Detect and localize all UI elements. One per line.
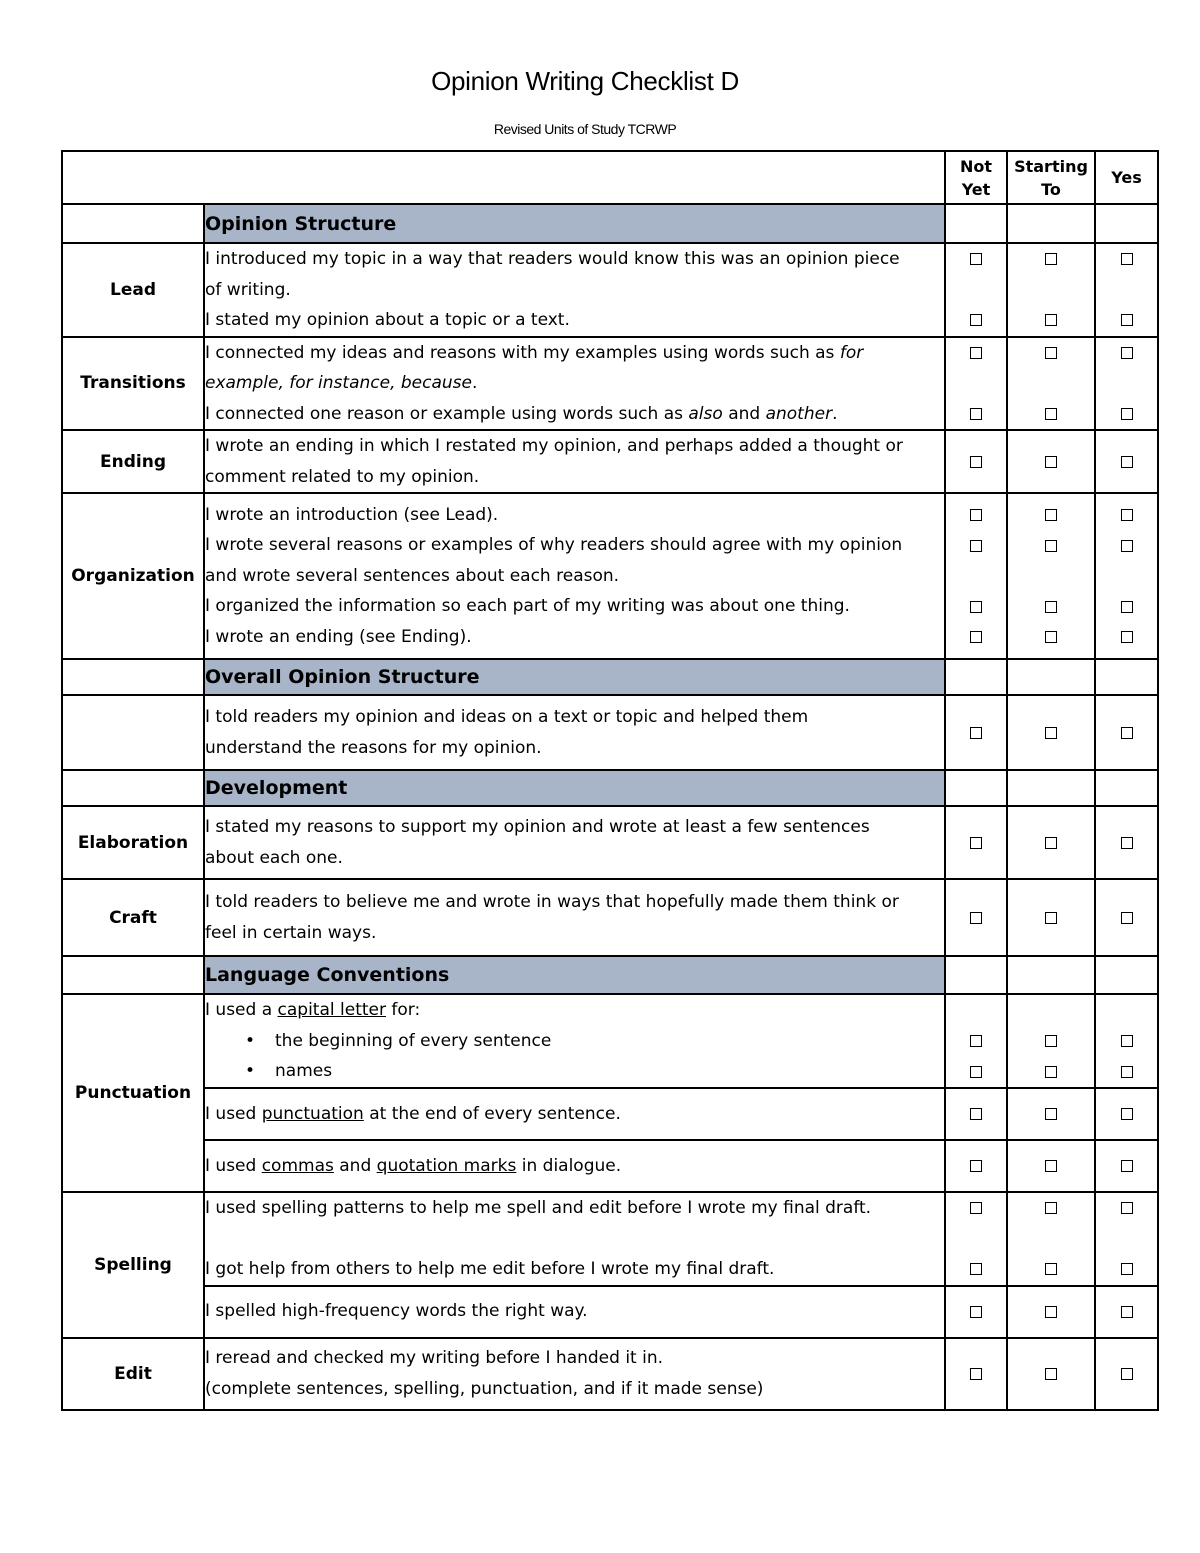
criteria-line: I spelled high-frequency words the right way.: [205, 1301, 588, 1322]
section-heading: Overall Opinion Structure: [204, 659, 945, 695]
checkbox-yes[interactable]: [1096, 1296, 1157, 1327]
section-row-overall-opinion-structure: [62, 659, 1158, 695]
checkbox-not-yet[interactable]: [946, 1193, 1006, 1224]
checkbox-yes[interactable]: [1096, 1151, 1157, 1182]
checkbox-not-yet[interactable]: [946, 1026, 1006, 1057]
checkbox-starting-to[interactable]: [1008, 1254, 1094, 1285]
checkbox-not-yet[interactable]: [946, 717, 1006, 748]
criteria-line: I told readers my opinion and ideas on a text or topic and helped them: [205, 707, 809, 727]
checkbox-starting-to[interactable]: [1008, 902, 1094, 933]
category-label: Craft: [62, 879, 204, 956]
row-overall: [62, 695, 1158, 770]
category-label: Ending: [62, 430, 204, 493]
row-punctuation-end: [62, 1088, 1158, 1140]
checkbox-yes[interactable]: [1096, 1358, 1157, 1389]
category-label: Punctuation: [62, 994, 204, 1192]
bullet-item: • the beginning of every sentence: [205, 1026, 944, 1057]
checkbox-yes[interactable]: [1096, 399, 1157, 430]
checkbox-yes[interactable]: [1096, 305, 1157, 336]
checkbox-not-yet[interactable]: [946, 1358, 1006, 1389]
checkbox-yes[interactable]: [1096, 591, 1157, 622]
criteria-line: about each one.: [205, 847, 343, 868]
criteria-line: feel in certain ways.: [205, 922, 377, 943]
checkbox-not-yet[interactable]: [946, 622, 1006, 653]
criteria-text: [204, 695, 945, 770]
row-punctuation-capitals: [62, 994, 1158, 1088]
checkbox-yes[interactable]: [1096, 244, 1157, 275]
row-spelling-patterns: [62, 1192, 1158, 1286]
criteria-line: I connected my ideas and reasons with my examples using words such as for: [205, 342, 864, 363]
checkbox-yes[interactable]: [1096, 622, 1157, 653]
criteria-text: [204, 430, 945, 493]
row-transitions: [62, 337, 1158, 431]
criteria-line: comment related to my opinion.: [205, 466, 480, 487]
checkbox-yes[interactable]: [1096, 446, 1157, 477]
criteria-line: (complete sentences, spelling, punctuation, and if it made sense): [205, 1378, 764, 1399]
checkbox-starting-to[interactable]: [1008, 717, 1094, 748]
checkbox-not-yet[interactable]: [946, 500, 1006, 531]
column-header-yes: Yes: [1095, 151, 1158, 204]
criteria-line: understand the reasons for my opinion.: [205, 737, 542, 758]
section-row-development: [62, 770, 1158, 806]
checkbox-not-yet[interactable]: [946, 1056, 1006, 1087]
category-label: Organization: [62, 493, 204, 659]
row-punctuation-dialogue: [62, 1140, 1158, 1192]
checkbox-starting-to[interactable]: [1008, 338, 1094, 369]
row-lead: [62, 243, 1158, 337]
criteria-line: I used punctuation at the end of every sentence.: [205, 1103, 621, 1124]
checkbox-starting-to[interactable]: [1008, 1358, 1094, 1389]
checkbox-not-yet[interactable]: [946, 446, 1006, 477]
row-organization: [62, 493, 1158, 659]
checkbox-starting-to[interactable]: [1008, 446, 1094, 477]
checkbox-not-yet[interactable]: [946, 1296, 1006, 1327]
column-header-starting-to: Starting To: [1007, 151, 1095, 204]
criteria-line: I wrote an introduction (see Lead).: [205, 504, 499, 525]
section-heading: Development: [204, 770, 945, 806]
checkbox-not-yet[interactable]: [946, 1254, 1006, 1285]
criteria-line: I introduced my topic in a way that readers would know this was an opinion piece: [205, 249, 900, 269]
category-label: Transitions: [62, 337, 204, 431]
checkbox-not-yet[interactable]: [946, 338, 1006, 369]
section-row-language-conventions: [62, 956, 1158, 994]
checkbox-starting-to[interactable]: [1008, 827, 1094, 858]
criteria-text: [204, 1140, 945, 1192]
section-heading: Language Conventions: [204, 956, 945, 994]
criteria-text: [204, 1192, 945, 1286]
category-label: Elaboration: [62, 806, 204, 879]
criteria-text: [204, 243, 945, 337]
checkbox-yes[interactable]: [1096, 1026, 1157, 1057]
criteria-line: I used spelling patterns to help me spell and edit before I wrote my final draft.: [205, 1198, 872, 1218]
criteria-text: [204, 1286, 945, 1338]
row-elaboration: [62, 806, 1158, 879]
checkbox-starting-to[interactable]: [1008, 1193, 1094, 1224]
checkbox-yes[interactable]: [1096, 1056, 1157, 1087]
criteria-line: I used commas and quotation marks in dialogue.: [205, 1155, 622, 1176]
checkbox-starting-to[interactable]: [1008, 530, 1094, 561]
criteria-line: I stated my opinion about a topic or a text.: [205, 310, 570, 330]
checkbox-starting-to[interactable]: [1008, 591, 1094, 622]
criteria-text: [204, 493, 945, 659]
checklist-table: [61, 150, 1159, 1411]
criteria-line: I wrote several reasons or examples of why readers should agree with my opinion: [205, 535, 903, 556]
criteria-text: [204, 806, 945, 879]
checkbox-yes[interactable]: [1096, 500, 1157, 531]
checkbox-not-yet[interactable]: [946, 305, 1006, 336]
criteria-line: I reread and checked my writing before I handed it in.: [205, 1348, 664, 1368]
section-row-opinion-structure: [62, 204, 1158, 243]
checkbox-starting-to[interactable]: [1008, 622, 1094, 653]
checkbox-starting-to[interactable]: [1008, 1026, 1094, 1057]
checkbox-not-yet[interactable]: [946, 1099, 1006, 1130]
category-label: Lead: [62, 243, 204, 337]
checkbox-starting-to[interactable]: [1008, 244, 1094, 275]
header-row: [62, 151, 1158, 204]
criteria-line: and wrote several sentences about each reason.: [205, 565, 620, 586]
checkbox-not-yet[interactable]: [946, 399, 1006, 430]
row-ending: [62, 430, 1158, 493]
checkbox-starting-to[interactable]: [1008, 1099, 1094, 1130]
checkbox-yes[interactable]: [1096, 902, 1157, 933]
checkbox-yes[interactable]: [1096, 1099, 1157, 1130]
category-label: Edit: [62, 1338, 204, 1410]
criteria-line: I used a capital letter for:: [205, 1000, 421, 1021]
criteria-text: [204, 879, 945, 956]
criteria-line: I told readers to believe me and wrote in ways that hopefully made them think or: [205, 892, 899, 912]
checkbox-yes[interactable]: [1096, 338, 1157, 369]
checkbox-not-yet[interactable]: [946, 244, 1006, 275]
checkbox-yes[interactable]: [1096, 530, 1157, 561]
criteria-line: I connected one reason or example using words such as also and another.: [205, 403, 838, 424]
row-craft: [62, 879, 1158, 956]
row-edit: [62, 1338, 1158, 1410]
checkbox-yes[interactable]: [1096, 1193, 1157, 1224]
section-heading: Opinion Structure: [204, 204, 945, 243]
criteria-line: I wrote an ending in which I restated my opinion, and perhaps added a thought or: [205, 436, 903, 456]
checkbox-not-yet[interactable]: [946, 591, 1006, 622]
criteria-text: [204, 1338, 945, 1410]
criteria-text: [204, 1088, 945, 1140]
checkbox-not-yet[interactable]: [946, 902, 1006, 933]
checkbox-not-yet[interactable]: [946, 530, 1006, 561]
checkbox-yes[interactable]: [1096, 1254, 1157, 1285]
criteria-line: I wrote an ending (see Ending).: [205, 626, 472, 647]
category-label: Spelling: [62, 1192, 204, 1338]
checkbox-yes[interactable]: [1096, 717, 1157, 748]
checkbox-starting-to[interactable]: [1008, 1151, 1094, 1182]
page-subtitle: Revised Units of Study TCRWP: [493, 121, 677, 137]
criteria-text: [204, 337, 945, 431]
checkbox-starting-to[interactable]: [1008, 500, 1094, 531]
checkbox-starting-to[interactable]: [1008, 305, 1094, 336]
criteria-text: [204, 994, 945, 1088]
criteria-line: example, for instance, because.: [205, 373, 478, 393]
checkbox-starting-to[interactable]: [1008, 1056, 1094, 1087]
row-spelling-hf: [62, 1286, 1158, 1338]
criteria-line: I organized the information so each part of my writing was about one thing.: [205, 596, 850, 617]
column-header-not-yet: Not Yet: [945, 151, 1007, 204]
page-title: Opinion Writing Checklist D: [431, 66, 739, 96]
checkbox-not-yet[interactable]: [946, 1151, 1006, 1182]
checkbox-not-yet[interactable]: [946, 827, 1006, 858]
criteria-line: of writing.: [205, 279, 291, 300]
bullet-item: • names: [205, 1056, 944, 1087]
checkbox-starting-to[interactable]: [1008, 399, 1094, 430]
header-blank: [62, 151, 945, 204]
checkbox-starting-to[interactable]: [1008, 1296, 1094, 1327]
criteria-line: I got help from others to help me edit before I wrote my final draft.: [205, 1259, 775, 1279]
checkbox-yes[interactable]: [1096, 827, 1157, 858]
criteria-line: I stated my reasons to support my opinion and wrote at least a few sentences: [205, 817, 870, 837]
